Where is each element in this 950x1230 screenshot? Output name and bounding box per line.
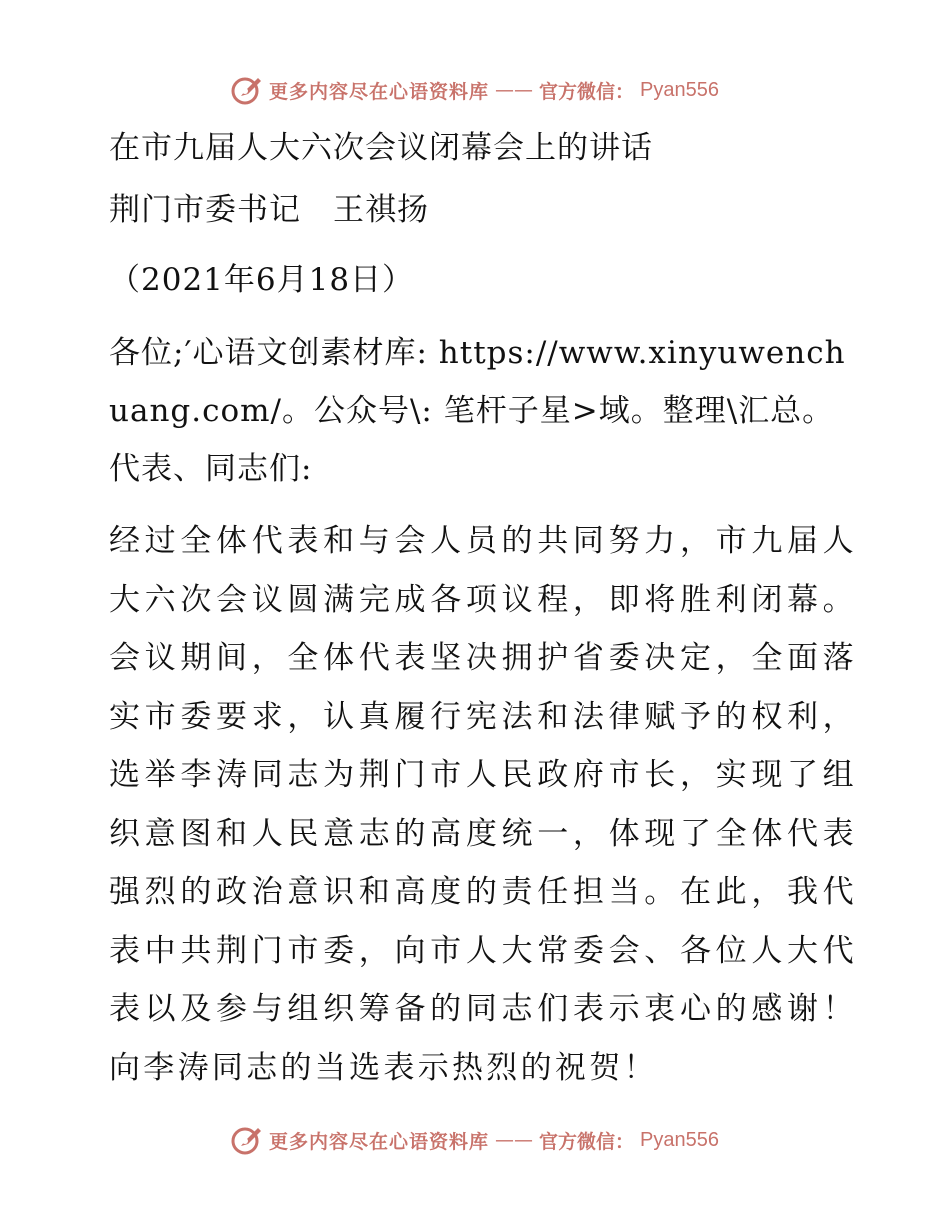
pen-nib-logo-icon: [231, 74, 263, 106]
document-author: 荆门市委书记 王祺扬: [109, 192, 429, 228]
banner-wechat-label: 官方微信：: [539, 1130, 635, 1153]
document-paragraph-1: 经过全体代表和与会人员的共同努力，市九届人大六次会议圆满完成各项议程，即将胜利闭幕。会议期间，全体代表坚决拥护省委决定，全面落实市委要求，认真履行宪法和法律赋予的权利，选举李涛同志为荆门市人民政府市长，实现了组织意图和人民意志的高度统一，体现了全体代表强烈的政治意识和高度的责任担当。在此，我代表中共荆门市委，向市人大常委会、各位人大代表以及参与组织筹备的同志们表示衷心的感谢！向李涛同志的当选表示热烈的祝贺！: [109, 523, 857, 1086]
banner-wechat-label: 官方微信：: [539, 80, 635, 103]
banner-text: 更多内容尽在心语资料库: [269, 80, 490, 103]
header-banner: [0, 70, 950, 110]
banner-wechat-id: Pyan556: [640, 78, 719, 101]
header-banner-inner: [231, 74, 719, 106]
banner-text: 更多内容尽在心语资料库: [269, 1130, 490, 1153]
document-greeting: 各位;′心语文创素材库: https://www.xinyuwenchuang.com/。公众号\: 笔杆子星>域。整理\汇总。代表、同志们:: [109, 335, 846, 487]
banner-dash: ——: [495, 1129, 534, 1151]
pen-nib-logo-icon: [231, 1124, 263, 1156]
document-date: （2021年6月18日）: [109, 262, 415, 298]
footer-banner-inner: [231, 1124, 719, 1156]
banner-wechat-id: Pyan556: [640, 1128, 719, 1151]
footer-banner: [0, 1120, 950, 1160]
document-body: [97, 120, 857, 1097]
document-title: 在市九届人大六次会议闭幕会上的讲话: [109, 130, 653, 166]
banner-dash: ——: [495, 79, 534, 101]
